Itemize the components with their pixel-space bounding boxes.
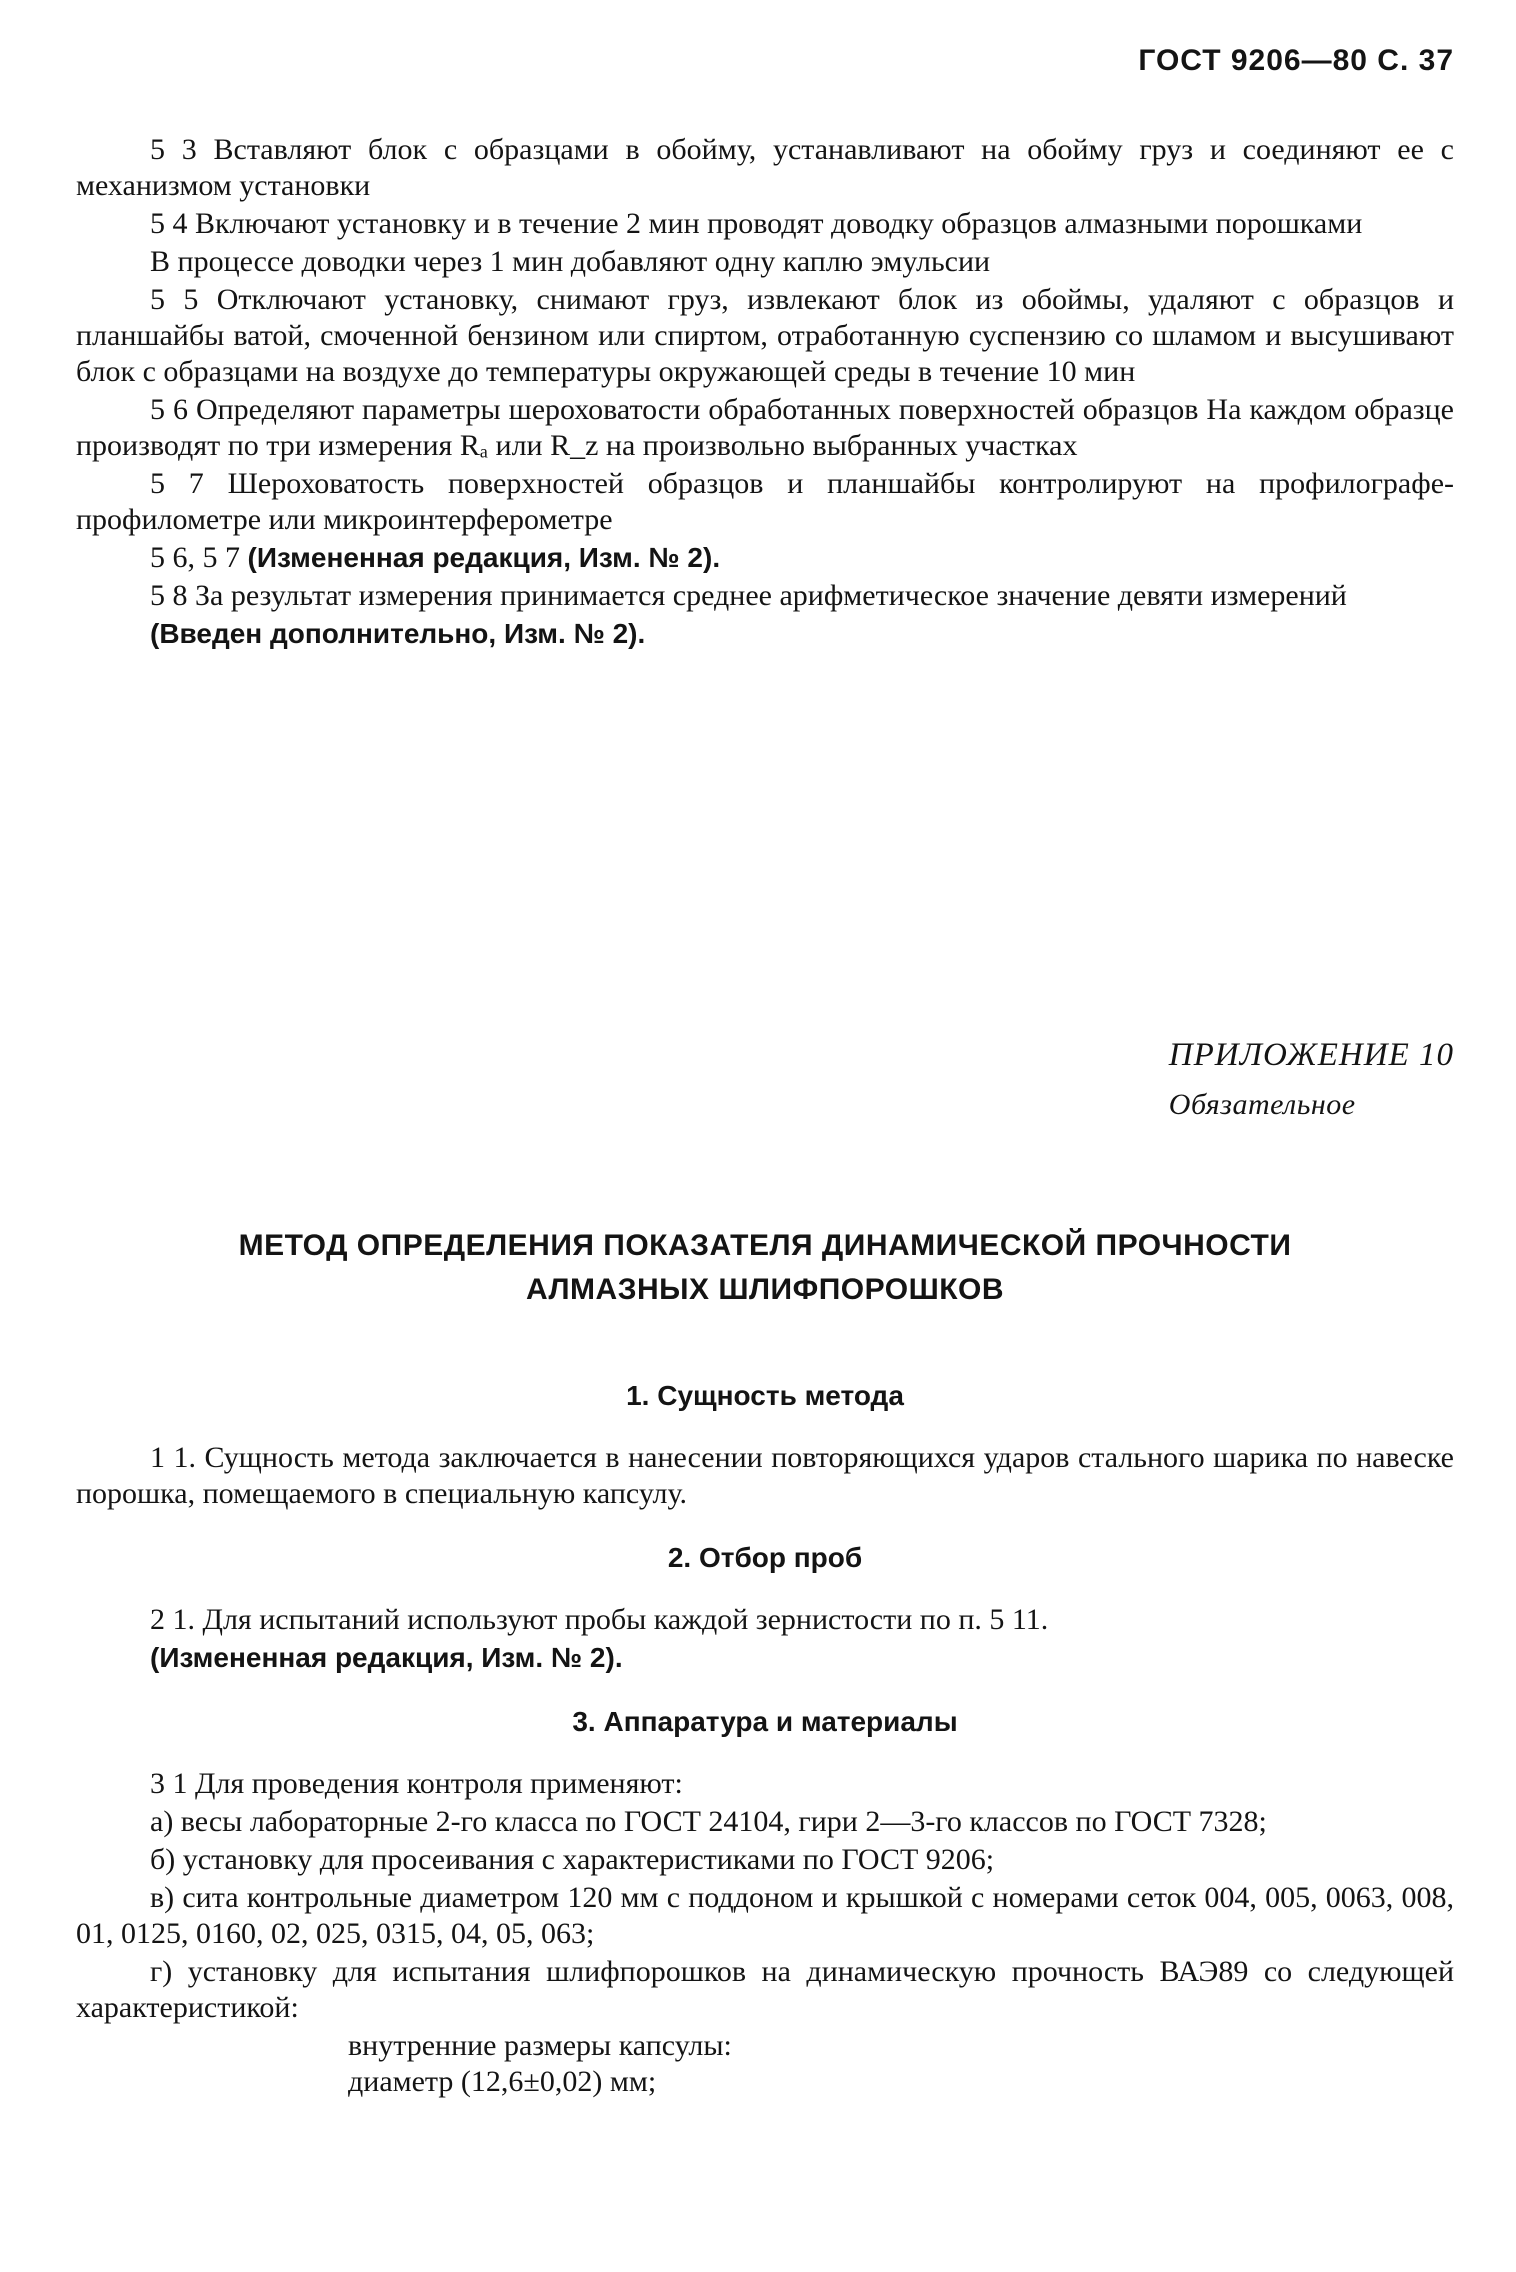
- paragraph-5-8: 5 8 За результат измерения принимается среднее арифметическое значение девяти измерений: [150, 579, 1347, 612]
- list-item-a: а) весы лабораторные 2-го класса по ГОСТ 24104, гири 2—3-го классов по ГОСТ 7328;: [150, 1805, 1267, 1838]
- paragraph-5-6: 5 6 Определяют параметры шероховатости обработанных поверхностей образцов На каждом образце производят по три измерения Rₐ или R_z на произвольно выбранных участках: [76, 393, 1454, 462]
- appendix-subtitle: Обязательное: [1168, 1088, 1356, 1121]
- paragraph-5-4: 5 4 Включают установку и в течение 2 мин проводят доводку образцов алмазными порошками: [150, 207, 1363, 240]
- section-2-title: 2. Отбор проб: [667, 1542, 863, 1573]
- list-item-g: г) установку для испытания шлифпорошков на динамическую прочность ВАЭ89 со следующей характеристикой:: [76, 1955, 1454, 2024]
- spec-line-diameter: диаметр (12,6±0,02) мм;: [348, 2065, 657, 2098]
- method-body: [76, 1348, 1454, 2100]
- amendment-text: (Измененная редакция, Изм. № 2).: [150, 1642, 623, 1673]
- paragraph-5-5: 5 5 Отключают установку, снимают груз, извлекают блок из обоймы, удаляют с образцов и планшайбы ватой, смоченной бензином или спиртом, отработанную суспензию со шламом и высушивают блок с образцами на воздухе до температуры окружающей среды в течение 10 мин: [76, 283, 1454, 388]
- amendment-note-2: [76, 616, 1454, 652]
- section-3-intro: 3 1 Для проведения контроля применяют:: [150, 1767, 683, 1800]
- paragraph-5-3: 5 3 Вставляют блок с образцами в обойму, устанавливают на обойму груз и соединяют ее с механизмом установки: [76, 133, 1454, 202]
- section-2-text: 2 1. Для испытаний используют пробы каждой зернистости по п. 5 11.: [150, 1603, 1049, 1636]
- amendment-note-1: [76, 540, 1454, 576]
- paragraph-5-7: 5 7 Шероховатость поверхностей образцов и планшайбы контролируют на профилографе-профилометре или микроинтерферометре: [76, 467, 1454, 536]
- appendix-title: ПРИЛОЖЕНИЕ 10: [1168, 1037, 1454, 1073]
- section-1-title: 1. Сущность метода: [626, 1380, 904, 1411]
- main-title: [76, 1224, 1454, 1312]
- paragraph-5-4-note: В процессе доводки через 1 мин добавляют одну каплю эмульсии: [150, 245, 991, 278]
- list-item-b: б) установку для просеивания с характеристиками по ГОСТ 9206;: [150, 1843, 995, 1876]
- main-title-line-2: АЛМАЗНЫХ ШЛИФПОРОШКОВ: [525, 1273, 1005, 1306]
- page-header: ГОСТ 9206—80 С. 37: [1138, 44, 1454, 77]
- amendment-text: (Введен дополнительно, Изм. № 2).: [150, 618, 646, 649]
- section-3-title: 3. Аппаратура и материалы: [572, 1706, 958, 1737]
- appendix-label: [1169, 1030, 1454, 1130]
- main-title-line-1: МЕТОД ОПРЕДЕЛЕНИЯ ПОКАЗАТЕЛЯ ДИНАМИЧЕСКОЙ ПРОЧНОСТИ: [238, 1229, 1292, 1262]
- spec-heading: внутренние размеры капсулы:: [348, 2029, 732, 2062]
- section-1-text: 1 1. Сущность метода заключается в нанесении повторяющихся ударов стального шарика по навеске порошка, помещаемого в специальную капсулу.: [76, 1441, 1454, 1510]
- procedure-section-5: [76, 132, 1454, 654]
- section-2-amendment: [76, 1640, 1454, 1676]
- amendment-ref: 5 6, 5 7: [150, 541, 240, 574]
- list-item-v: в) сита контрольные диаметром 120 мм с поддоном и крышкой с номерами сеток 004, 005, 0063, 008, 01, 0125, 0160, 02, 025, 0315, 04, 05, 063;: [76, 1881, 1454, 1950]
- amendment-text: (Измененная редакция, Изм. № 2).: [247, 542, 721, 573]
